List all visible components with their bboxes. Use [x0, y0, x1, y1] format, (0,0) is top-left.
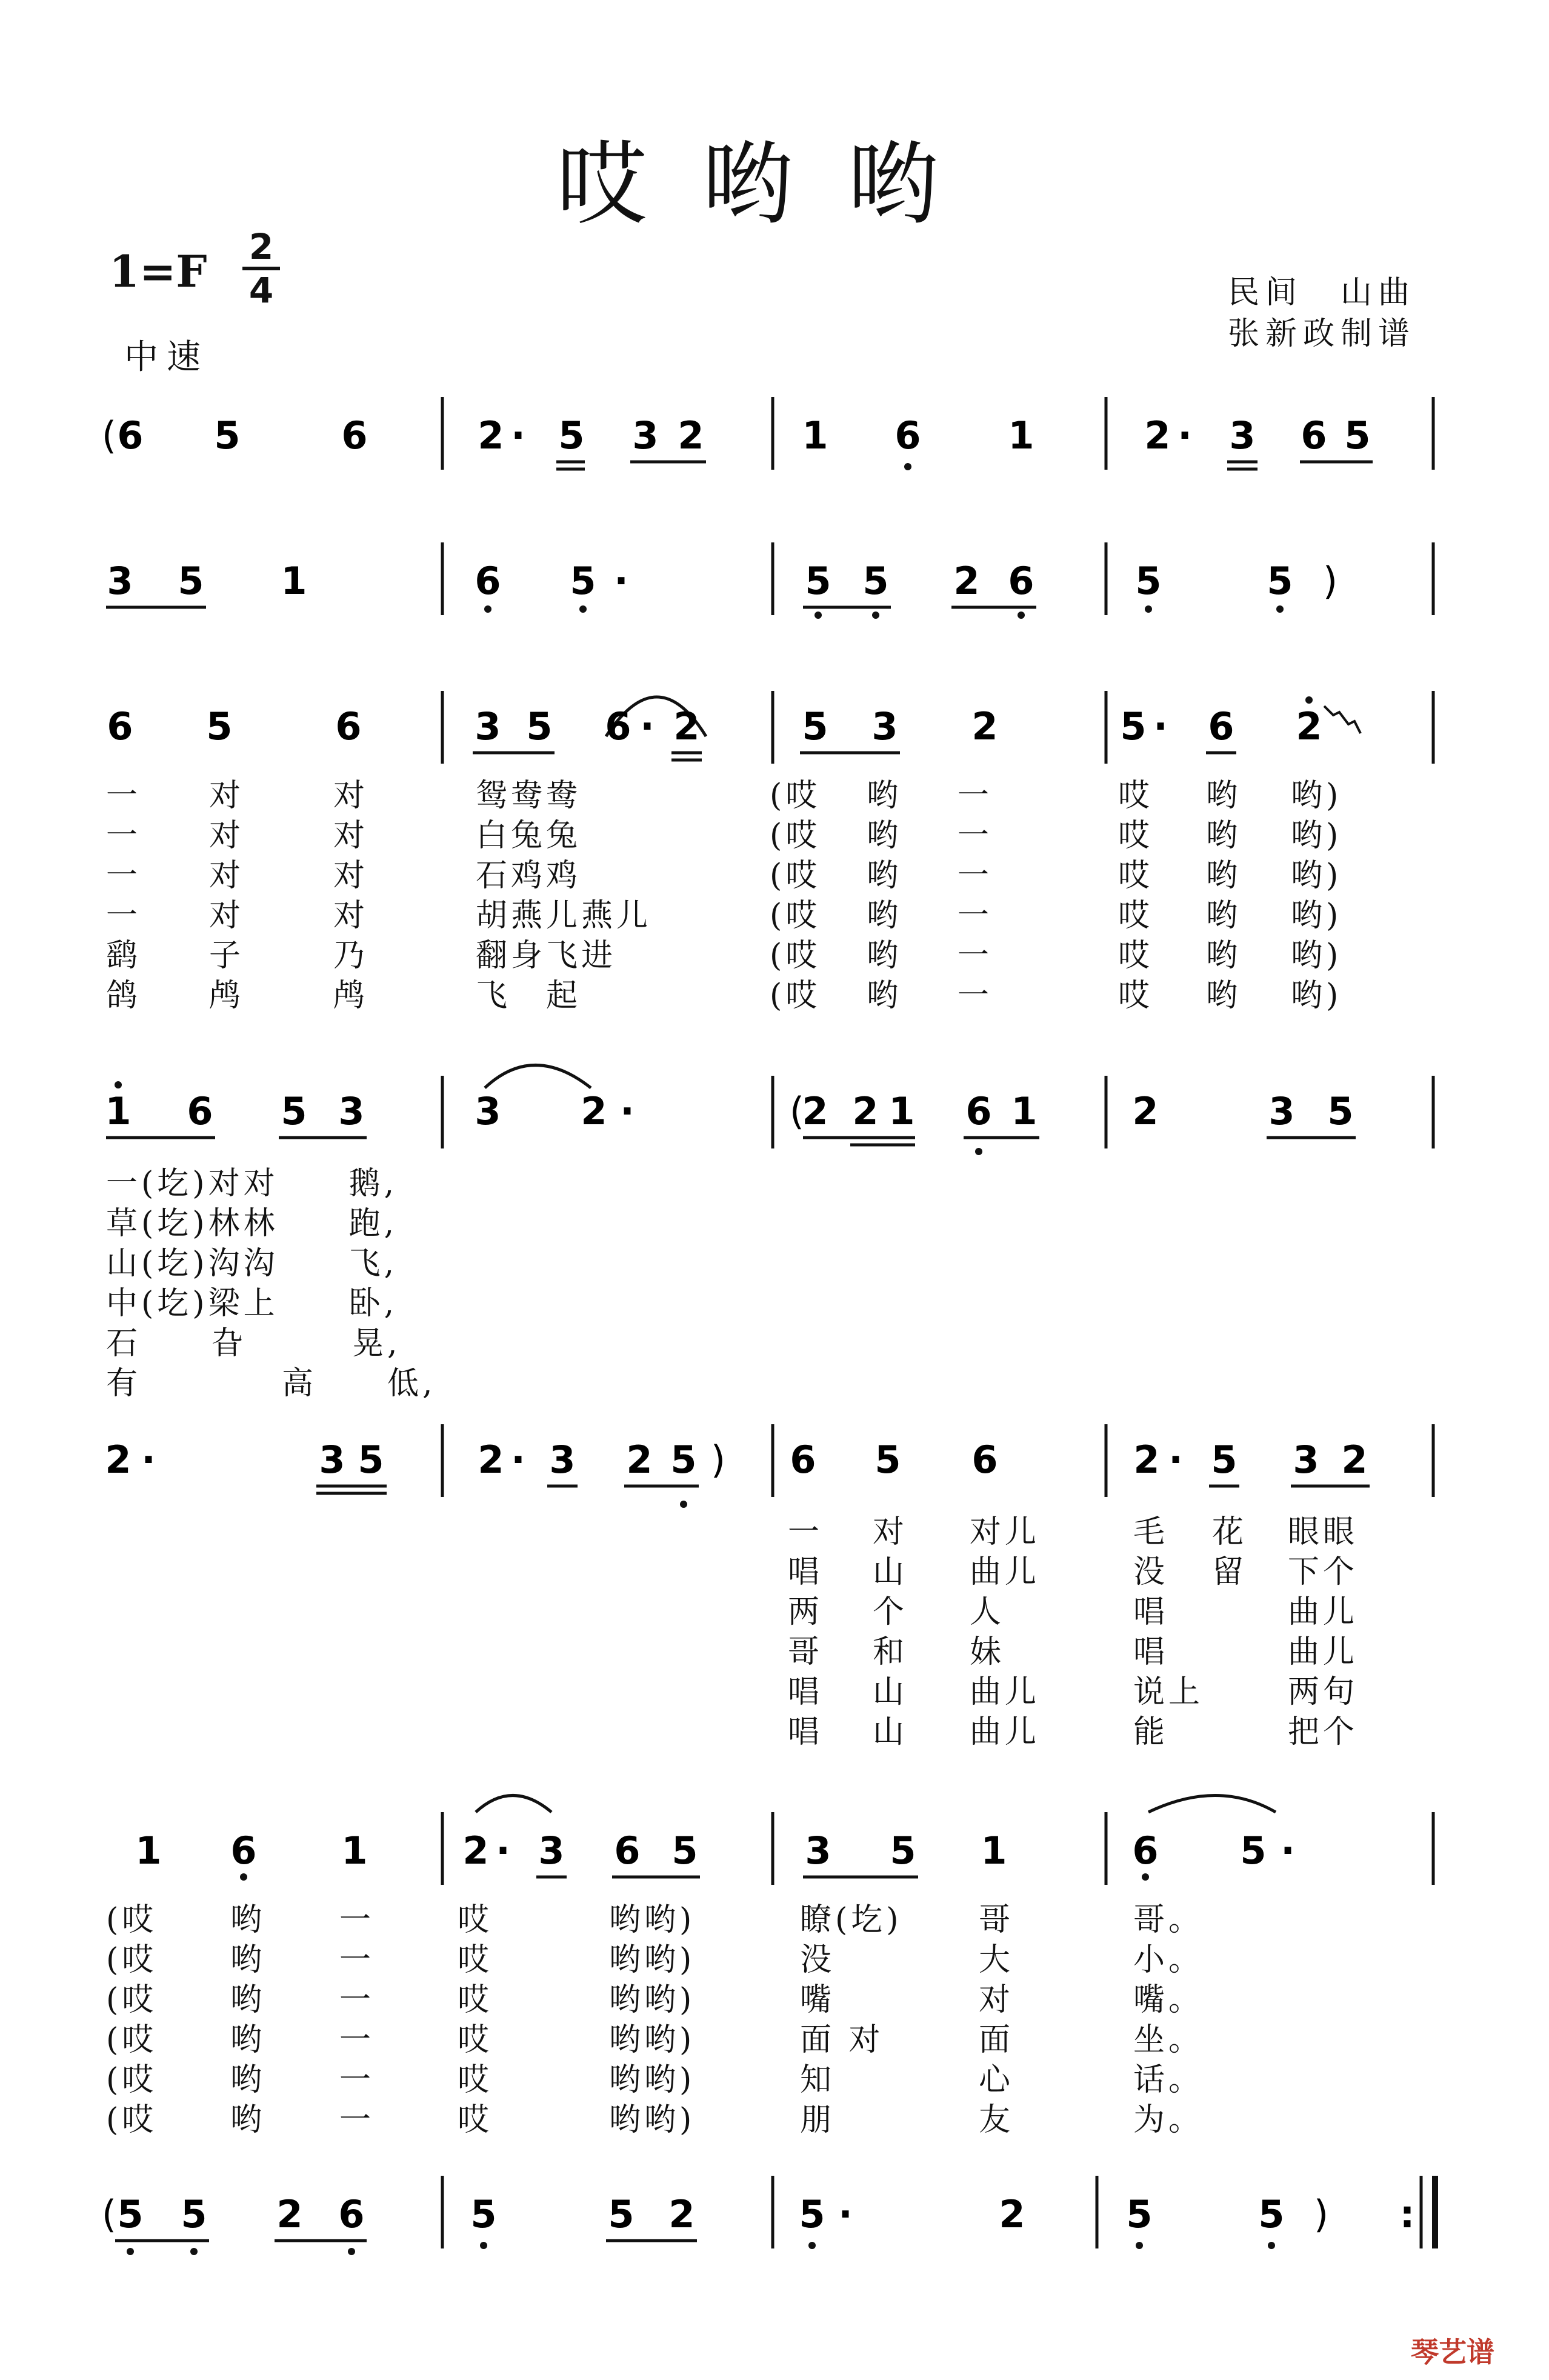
svg-text:6: 6 — [614, 1828, 641, 1873]
lyric-line: 草(圪)林林 跑, — [106, 1205, 398, 1242]
svg-text:5: 5 — [1120, 704, 1147, 748]
svg-text:6: 6 — [1132, 1828, 1159, 1873]
svg-text:6: 6 — [335, 704, 362, 748]
svg-text:): ) — [1313, 2192, 1329, 2236]
svg-text:·: · — [620, 1089, 635, 1133]
svg-text:6: 6 — [965, 1089, 992, 1133]
meter-top: 2 — [248, 226, 274, 267]
svg-text:5: 5 — [1211, 1438, 1238, 1482]
svg-text:2: 2 — [478, 1438, 504, 1482]
svg-text:3: 3 — [319, 1438, 345, 1482]
svg-text:5: 5 — [799, 2192, 825, 2236]
svg-text:3: 3 — [1293, 1438, 1319, 1482]
svg-text:5: 5 — [1327, 1089, 1354, 1133]
svg-text:6: 6 — [790, 1438, 816, 1482]
credit-notation: 张新政制谱 — [1227, 316, 1416, 352]
svg-text:5: 5 — [570, 559, 596, 603]
svg-text:6: 6 — [1008, 559, 1034, 603]
svg-text:2: 2 — [953, 559, 980, 603]
lyric-line: 石 旮 晃, — [106, 1325, 401, 1362]
svg-text:2: 2 — [276, 2192, 303, 2236]
svg-text:6: 6 — [341, 413, 368, 458]
svg-text:3: 3 — [549, 1438, 576, 1482]
svg-text:5: 5 — [802, 704, 828, 748]
svg-text:·: · — [1168, 1438, 1183, 1482]
svg-text:3: 3 — [338, 1089, 365, 1133]
watermark-logo: 琴艺谱 — [1411, 2336, 1494, 2368]
svg-text:5: 5 — [1267, 559, 1293, 603]
svg-text:2: 2 — [802, 1089, 828, 1133]
svg-text:6: 6 — [117, 413, 144, 458]
svg-text:5: 5 — [558, 413, 585, 458]
svg-text:6: 6 — [338, 2192, 365, 2236]
svg-text:2: 2 — [852, 1089, 879, 1133]
svg-text:·: · — [141, 1438, 156, 1482]
svg-text:5: 5 — [117, 2192, 144, 2236]
svg-text:3: 3 — [475, 704, 501, 748]
meter-bottom: 4 — [248, 270, 274, 311]
svg-text:6: 6 — [187, 1089, 213, 1133]
lyric-line: 一(圪)对对 鹅, — [106, 1165, 398, 1202]
svg-text:5: 5 — [1258, 2192, 1285, 2236]
svg-text:(: ( — [101, 2192, 117, 2236]
svg-text:2: 2 — [462, 1828, 489, 1873]
svg-text:6: 6 — [230, 1828, 257, 1873]
svg-text:5: 5 — [1126, 2192, 1153, 2236]
svg-text:5: 5 — [1135, 559, 1162, 603]
svg-text:6: 6 — [605, 704, 631, 748]
svg-text:2: 2 — [971, 704, 998, 748]
svg-text:1: 1 — [1011, 1089, 1038, 1133]
svg-text:6: 6 — [894, 413, 921, 458]
svg-text:5: 5 — [281, 1089, 307, 1133]
svg-text:2: 2 — [1341, 1438, 1368, 1482]
svg-text:6: 6 — [971, 1438, 998, 1482]
key-signature: 1=F — [109, 245, 207, 297]
svg-text:2: 2 — [678, 413, 704, 458]
svg-text:5: 5 — [470, 2192, 497, 2236]
svg-text:6: 6 — [1301, 413, 1327, 458]
svg-text:2: 2 — [105, 1438, 132, 1482]
svg-text:5: 5 — [1344, 413, 1371, 458]
svg-text:6: 6 — [1208, 704, 1234, 748]
svg-text:1: 1 — [802, 413, 828, 458]
svg-text:5: 5 — [862, 559, 889, 603]
svg-text:3: 3 — [632, 413, 659, 458]
svg-text:2: 2 — [478, 413, 504, 458]
svg-text:1: 1 — [135, 1828, 162, 1873]
svg-text:·: · — [1281, 1828, 1295, 1873]
svg-text:·: · — [1178, 413, 1192, 458]
svg-text:·: · — [640, 704, 655, 748]
svg-text:5: 5 — [206, 704, 233, 748]
svg-text:3: 3 — [1229, 413, 1256, 458]
svg-text:5: 5 — [358, 1438, 384, 1482]
svg-text:1: 1 — [341, 1828, 368, 1873]
svg-text:): ) — [1322, 559, 1338, 603]
lyric-line: 山(圪)沟沟 飞, — [106, 1245, 398, 1282]
svg-text:5: 5 — [671, 1828, 698, 1873]
svg-text:3: 3 — [107, 559, 133, 603]
svg-text:5: 5 — [608, 2192, 635, 2236]
svg-text:·: · — [838, 2192, 853, 2236]
svg-text:(: ( — [789, 1089, 805, 1133]
song-title: 哎哟哟 — [556, 132, 993, 238]
svg-text:5: 5 — [178, 559, 204, 603]
svg-text:2: 2 — [673, 704, 700, 748]
svg-text:2: 2 — [1144, 413, 1171, 458]
svg-text:(: ( — [101, 413, 117, 458]
svg-text:2: 2 — [999, 2192, 1025, 2236]
svg-text:6: 6 — [107, 704, 133, 748]
svg-text:5: 5 — [1240, 1828, 1267, 1873]
svg-text:2: 2 — [1132, 1089, 1159, 1133]
svg-text:1: 1 — [888, 1089, 915, 1133]
svg-text:2: 2 — [581, 1089, 607, 1133]
svg-text:1: 1 — [281, 559, 307, 603]
svg-text:1: 1 — [981, 1828, 1007, 1873]
svg-text:5: 5 — [874, 1438, 901, 1482]
svg-text:): ) — [710, 1438, 726, 1482]
svg-text:6: 6 — [475, 559, 501, 603]
svg-text:5: 5 — [670, 1438, 697, 1482]
lyric-line: 有 高 低, — [106, 1365, 436, 1402]
svg-text:5: 5 — [181, 2192, 207, 2236]
svg-text:·: · — [1153, 704, 1168, 748]
lyric-line: 中(圪)梁上 卧, — [106, 1285, 398, 1322]
svg-text::: : — [1399, 2192, 1415, 2236]
svg-text:5: 5 — [526, 704, 553, 748]
svg-text:5: 5 — [805, 559, 831, 603]
svg-text:3: 3 — [871, 704, 898, 748]
svg-text:·: · — [496, 1828, 510, 1873]
svg-text:1: 1 — [105, 1089, 132, 1133]
svg-text:5: 5 — [214, 413, 241, 458]
credit-origin: 民间 山曲 — [1227, 275, 1416, 311]
tempo-marking: 中速 — [124, 338, 209, 377]
svg-text:3: 3 — [538, 1828, 565, 1873]
svg-text:2: 2 — [668, 2192, 695, 2236]
svg-text:2: 2 — [1133, 1438, 1160, 1482]
svg-text:3: 3 — [805, 1828, 831, 1873]
svg-text:2: 2 — [626, 1438, 653, 1482]
svg-text:·: · — [511, 1438, 525, 1482]
svg-text:5: 5 — [890, 1828, 916, 1873]
svg-text:·: · — [614, 559, 628, 603]
svg-text:3: 3 — [1268, 1089, 1295, 1133]
svg-text:·: · — [511, 413, 525, 458]
svg-text:2: 2 — [1296, 704, 1322, 748]
svg-text:1: 1 — [1008, 413, 1034, 458]
svg-text:3: 3 — [475, 1089, 501, 1133]
